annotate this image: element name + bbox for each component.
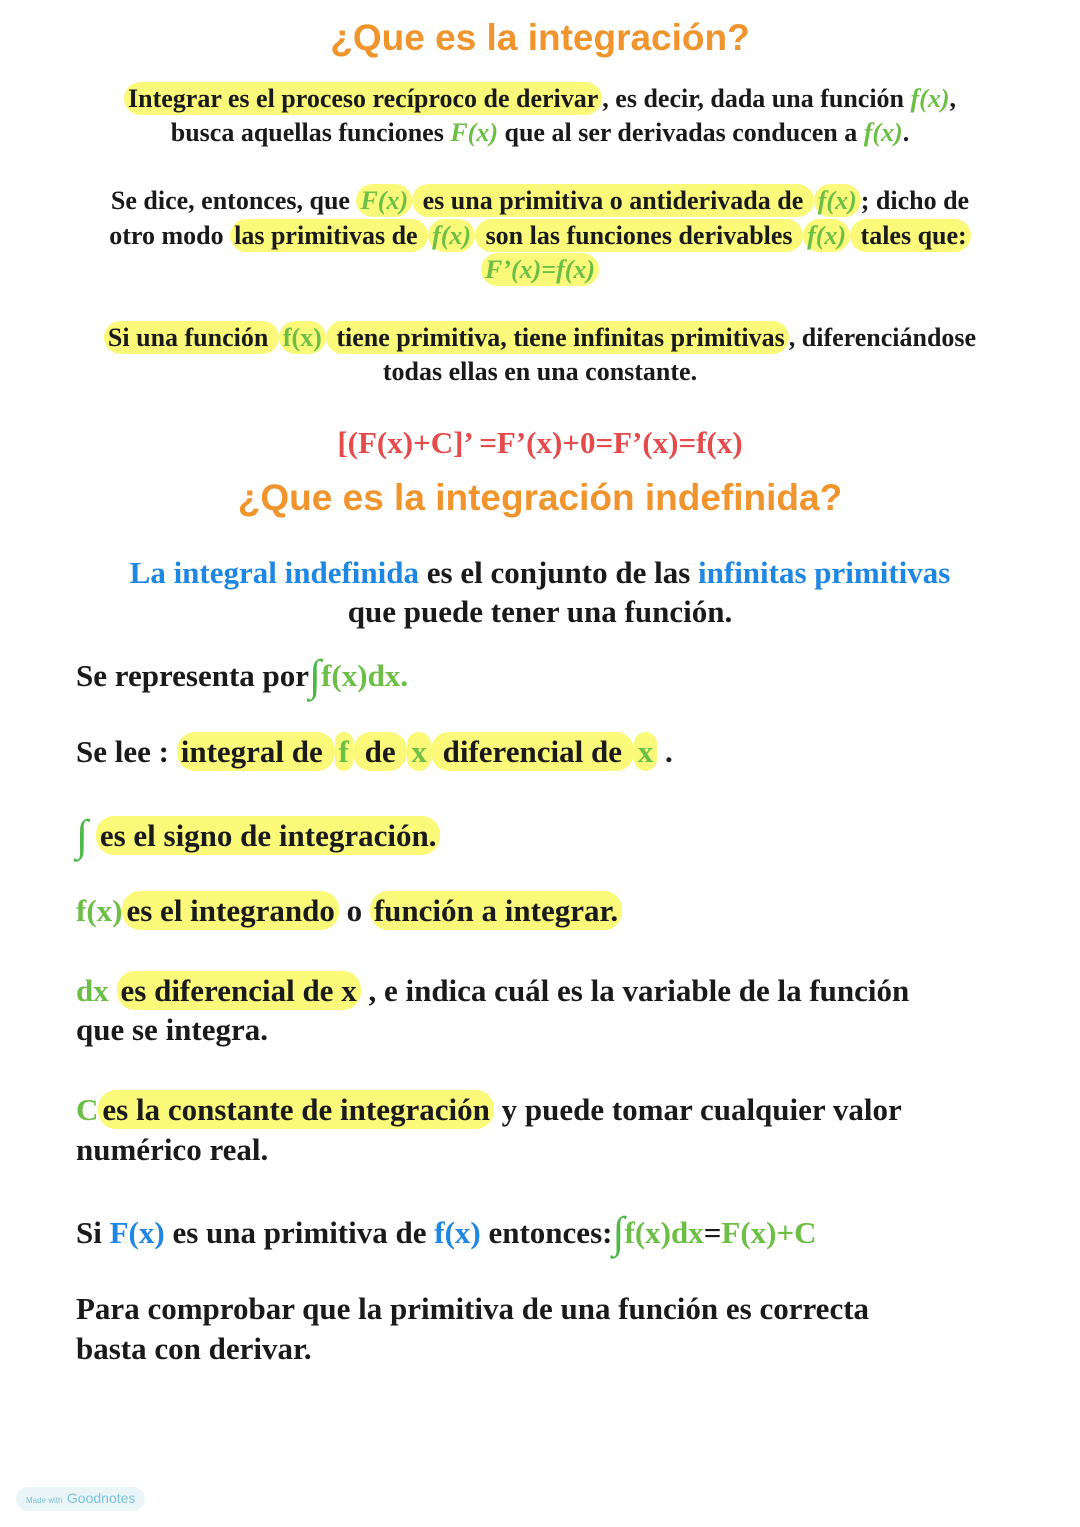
highlighted-text: tales que: xyxy=(850,219,971,252)
integral-sign-icon: ∫ xyxy=(76,811,89,860)
text-segment: que puede tener una función. xyxy=(347,594,733,629)
highlighted-text: integral de xyxy=(177,732,335,771)
badge-small-text: Made with xyxy=(26,1496,63,1505)
text-line xyxy=(0,594,1080,630)
text-segment: basta con derivar. xyxy=(76,1331,312,1366)
text-segment: f(x)dx. xyxy=(321,658,409,693)
highlighted-text: es la constante de integración xyxy=(98,1090,493,1129)
text-segment: es el conjunto de las xyxy=(419,555,699,590)
text-line xyxy=(0,252,1080,288)
text-segment: que al ser derivadas conducen a xyxy=(498,118,864,147)
highlighted-text: Si una función xyxy=(104,321,279,354)
integral-sign-icon: ∫ xyxy=(309,651,322,700)
highlighted-text: son las funciones derivables xyxy=(475,219,803,252)
highlighted-text: es el integrando xyxy=(122,891,338,930)
text-line xyxy=(76,1291,869,1327)
text-segment: entonces: xyxy=(480,1215,613,1250)
text-segment: f(x)dx xyxy=(624,1215,704,1250)
text-segment: y puede tomar cualquier valor xyxy=(493,1092,902,1127)
highlighted-text: f(x) xyxy=(279,321,326,354)
text-segment: todas ellas en una constante. xyxy=(382,357,698,386)
text-segment: otro modo xyxy=(109,221,231,250)
text-segment: , diferenciándose xyxy=(788,323,977,352)
text-line xyxy=(76,1132,268,1168)
text-segment: Se dice, entonces, que xyxy=(110,186,357,215)
highlighted-text: Integrar es el proceso recíproco de derivar xyxy=(124,82,602,115)
text-segment: Si xyxy=(76,1215,110,1250)
text-line xyxy=(76,651,409,700)
highlighted-text: x xyxy=(407,732,431,771)
goodnotes-badge xyxy=(16,1487,145,1511)
highlighted-text: de xyxy=(353,732,408,771)
text-segment: busca aquellas funciones xyxy=(170,118,451,147)
highlighted-text: tiene primitiva, tiene infinitas primitivas xyxy=(326,321,789,354)
text-segment: numérico real. xyxy=(76,1132,269,1167)
text-line xyxy=(76,1012,268,1048)
text-line xyxy=(76,973,909,1009)
integral-sign-icon: ∫ xyxy=(612,1208,625,1257)
text-segment xyxy=(109,973,117,1008)
highlighted-text: las primitivas de xyxy=(230,219,428,252)
text-line xyxy=(0,115,1080,151)
text-line xyxy=(76,1208,817,1257)
text-segment: es una primitiva de xyxy=(164,1215,435,1250)
text-segment: o xyxy=(338,893,370,928)
heading-integration: ¿Que es la integración? xyxy=(330,17,750,58)
highlighted-text: F’(x)=f(x) xyxy=(481,253,599,286)
text-segment: . xyxy=(657,734,673,769)
text-segment: F(x) xyxy=(450,118,499,147)
text-line xyxy=(0,425,1080,461)
text-segment: Para comprobar que la primitiva de una función es correcta xyxy=(76,1291,870,1326)
highlighted-text: es el signo de integración. xyxy=(96,816,441,855)
highlighted-text: f xyxy=(335,732,353,771)
highlighted-text: es diferencial de x xyxy=(117,971,361,1010)
badge-main-text: Goodnotes xyxy=(66,1490,136,1506)
text-segment: La integral indefinida xyxy=(129,555,420,590)
text-segment: . xyxy=(902,118,910,147)
text-segment: f(x) xyxy=(863,118,903,147)
text-line xyxy=(76,1331,312,1367)
highlighted-text: función a integrar. xyxy=(370,891,622,930)
text-line xyxy=(76,893,622,929)
highlighted-text: f(x) xyxy=(428,219,475,252)
text-line xyxy=(0,354,1080,390)
text-line xyxy=(0,183,1080,219)
text-line xyxy=(76,1092,902,1128)
text-segment: f(x) xyxy=(910,84,950,113)
text-segment: , es decir, dada una función xyxy=(602,84,911,113)
text-segment: [(F(x)+C]’ =F’(x)+0=F’(x)=f(x) xyxy=(337,425,743,460)
text-line xyxy=(0,81,1080,117)
text-segment: infinitas primitivas xyxy=(698,555,951,590)
text-segment: Se lee : xyxy=(76,734,177,769)
text-segment: , e indica cuál es la variable de la función xyxy=(360,973,910,1008)
text-line xyxy=(76,734,673,770)
highlighted-text: es una primitiva o antiderivada de xyxy=(412,184,814,217)
text-segment: que se integra. xyxy=(76,1012,269,1047)
heading-indefinite-integration: ¿Que es la integración indefinida? xyxy=(237,477,843,518)
text-segment: ; dicho de xyxy=(860,186,970,215)
text-line xyxy=(0,320,1080,356)
text-segment: F(x) xyxy=(109,1215,165,1250)
highlighted-text: diferencial de xyxy=(431,732,634,771)
text-line xyxy=(0,218,1080,254)
text-segment: Se representa por xyxy=(76,658,310,693)
text-segment: f(x) xyxy=(76,893,123,928)
text-segment: C xyxy=(76,1092,99,1127)
text-line xyxy=(76,811,440,860)
text-segment: dx xyxy=(76,973,109,1008)
text-segment xyxy=(88,818,96,853)
text-segment: = xyxy=(703,1215,722,1250)
highlighted-text: f(x) xyxy=(803,219,850,252)
text-segment: F(x)+C xyxy=(721,1215,817,1250)
text-segment: , xyxy=(949,84,956,113)
highlighted-text: F(x) xyxy=(356,184,412,217)
text-line xyxy=(0,555,1080,591)
highlighted-text: f(x) xyxy=(814,184,861,217)
highlighted-text: x xyxy=(634,732,658,771)
text-segment: f(x) xyxy=(434,1215,481,1250)
